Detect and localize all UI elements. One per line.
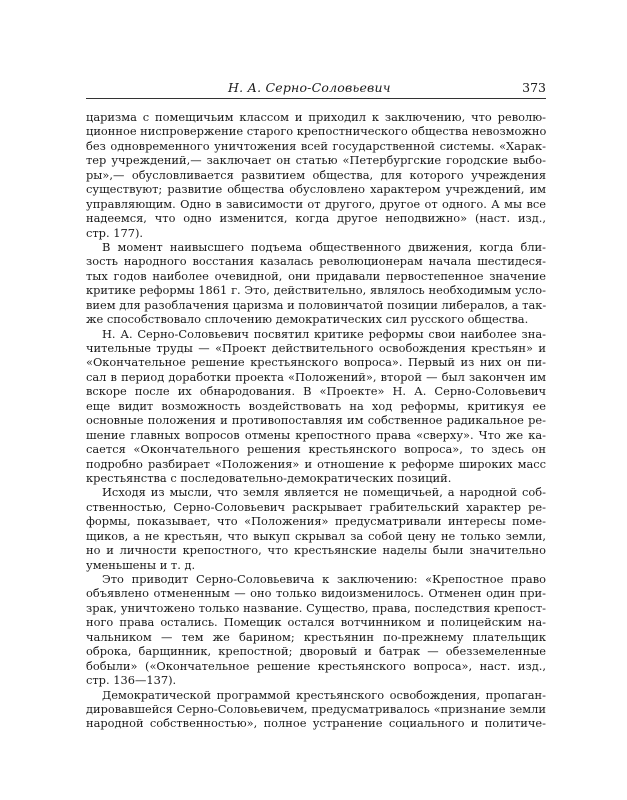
running-title: Н. А. Серно-Соловьевич [228, 80, 391, 95]
text-line: существуют; развитие общества обусловлено характером учреждений, им [86, 182, 546, 197]
paragraph [86, 327, 546, 486]
text-line: царизма с помещичьим классом и приходил к заключению, что револю- [86, 110, 546, 124]
text-line: Демократической программой крестьянского освобождения, пропаган- [102, 687, 546, 702]
text-line: основные положения и противопоставляя им собственное радикальное ре- [86, 413, 546, 428]
text-line: «Окончательное решение крестьянского вопроса». Первый из них он пи- [86, 355, 546, 370]
text-line: народной собственностью», полное устранение социального и политиче- [86, 716, 546, 731]
text-line: Исходя из мысли, что земля является не помещичьей, а народной соб- [102, 485, 546, 500]
text-line: бобыли» («Окончательное решение крестьянского вопроса», наст. изд., [86, 658, 546, 673]
text-line: зрак, уничтожено только название. Существо, права, последствия крепост- [86, 600, 546, 615]
text-line: ственностью, Серно-Соловьевич раскрывает грабительский характер ре- [86, 499, 546, 514]
text-line: подробно разбирает «Положения» и отношение к реформе широких масс [86, 456, 546, 471]
text-line: оброка, барщинник, крепостной; дворовый и батрак — обезземеленные [86, 644, 546, 659]
text-line: вскоре после их обнародования. В «Проекте» Н. А. Серно-Соловьевич [86, 384, 546, 399]
text-line: зость народного восстания казалась революционерам начала шестидеся- [86, 254, 546, 269]
text-line: надеемся, что одно изменится, когда другое неподвижно» (наст. изд., [86, 211, 546, 226]
text-line: объявлено отмененным — оно только видоизменилось. Отменен один при- [86, 586, 546, 601]
text-line: сается «Окончательного решения крестьянского вопроса», то здесь он [86, 442, 546, 457]
text-line: формы, показывает, что «Положения» предусматривали интересы поме- [86, 514, 546, 529]
text-line: щиков, а не крестьян, что выкуп скрывал за собой цену не только земли, [86, 528, 546, 543]
paragraph [86, 110, 546, 240]
text-line: же способствовало сплочению демократических сил русского общества. [86, 312, 529, 327]
text-line: чальником — тем же барином; крестьянин по-прежнему плательщик [86, 629, 546, 644]
header-rule [86, 98, 546, 99]
text-line: тых годов наиболее очевидной, они придавали первостепенное значение [86, 268, 546, 283]
text-line: ционное ниспровержение старого крепостнического общества невозможно [86, 124, 546, 139]
paragraph [86, 688, 546, 731]
text-line: ры»,— обусловливается развитием общества, для которого учреждения [86, 167, 546, 182]
text-line: критике реформы 1861 г. Это, действительно, являлось необходимым усло- [86, 283, 546, 298]
text-line: В момент наивысшего подъема общественного движения, когда бли- [102, 239, 546, 254]
paragraph [86, 485, 546, 572]
text-line: без одновременного уничтожения всей государственной системы. «Харак- [86, 138, 546, 153]
text-line: чительные труды — «Проект действительного освобождения крестьян» и [86, 341, 546, 355]
paragraph [86, 572, 546, 688]
text-line: ного права остались. Помещик остался вотчинником и полицейским на- [86, 615, 546, 630]
text-line: крестьянства с последовательно-демократических позиций. [86, 470, 452, 485]
paragraph [86, 240, 546, 327]
text-line: но и личности крепостного, что крестьянские наделы были значительно [86, 543, 546, 558]
text-line: еще видит возможность воздействовать на ход реформы, критикуя ее [86, 398, 546, 413]
text-line: сал в период доработки проекта «Положений», второй — был закончен им [86, 369, 546, 384]
text-line: стр. 177). [86, 225, 144, 240]
text-line: уменьшены и т. д. [86, 557, 196, 572]
page-header [86, 78, 546, 100]
page-number: 373 [522, 80, 546, 95]
text-line: дировавшейся Серно-Соловьевичем, предусматривалось «признание земли [86, 701, 546, 716]
text-line: управляющим. Одно в зависимости от другого, другое от одного. А мы все [86, 196, 546, 211]
text-line: Это приводит Серно-Соловьевича к заключению: «Крепостное право [102, 572, 546, 586]
text-line: шение главных вопросов отмены крепостного права «сверху». Что же ка- [86, 427, 546, 442]
body-text [86, 110, 546, 731]
text-line: Н. А. Серно-Соловьевич посвятил критике реформы свои наиболее зна- [102, 326, 546, 341]
text-line: тер учреждений,— заключает он статью «Петербургские городские выбо- [86, 153, 546, 168]
text-line: стр. 136—137). [86, 673, 177, 688]
text-line: вием для разоблачения царизма и половинчатой позиции либералов, а так- [86, 297, 546, 312]
